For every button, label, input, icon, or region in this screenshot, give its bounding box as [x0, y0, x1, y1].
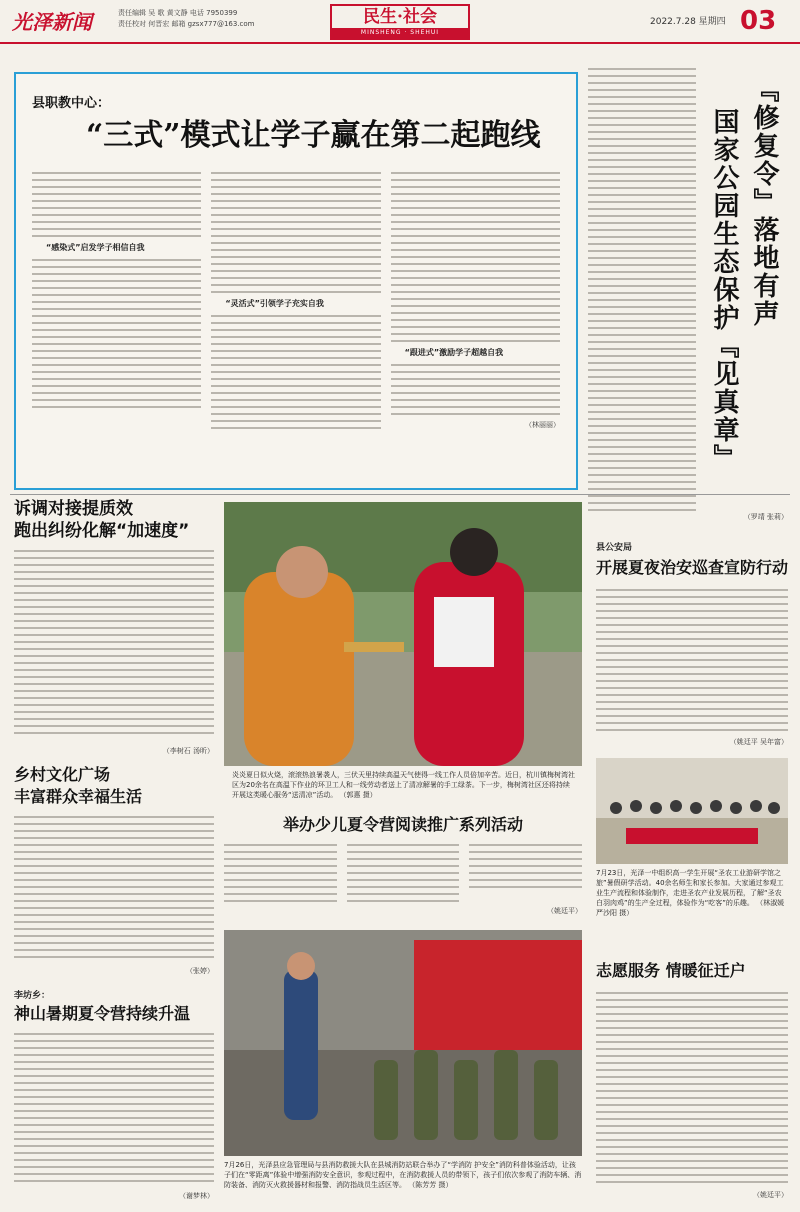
- vertical-article: [588, 50, 788, 528]
- culture-body: [14, 816, 214, 966]
- lead-body: [32, 172, 560, 472]
- photo-heatwave-tea: [224, 502, 582, 766]
- summer-camp-byline: （谢梦林）: [179, 1192, 214, 1200]
- section-pinyin: MINSHENG · SHEHUI: [332, 28, 468, 38]
- police-pretitle: 县公安局: [596, 543, 633, 553]
- mediation-title-2: 跑出纠纷化解“加速度”: [14, 521, 190, 541]
- newspaper-logo: 光泽新闻: [12, 10, 92, 34]
- summer-camp-body: [14, 1033, 214, 1191]
- article-reading-camp: [224, 814, 582, 926]
- section-title: 民生·社会: [363, 7, 437, 27]
- editor-line-2: 责任校对 何晋宏 邮箱 gzsx777@163.com: [118, 20, 255, 28]
- lead-subhead-1: “感染式”启发学子相信自我: [46, 243, 145, 252]
- culture-byline: （张婷）: [186, 967, 214, 975]
- lead-col-1: [32, 172, 201, 472]
- photo-fire-station-credit: （陈芳芳 摄）: [408, 1181, 453, 1189]
- divider: [10, 494, 790, 495]
- photo-study-tour-credit: （林淑媛 严沙阳 摄）: [596, 899, 785, 917]
- masthead: [0, 0, 800, 44]
- article-volunteer: [596, 960, 788, 1206]
- photo-block-2: [224, 930, 582, 1206]
- vertical-byline: （罗靖 张莉）: [743, 513, 788, 521]
- photo-fire-station-caption-text: 7月26日，光泽县应急管理局与县消防救援大队在县城消防站联合举办了“学消防 护安全”消防科普体验活动，让孩子们在“零距离”体验中增强消防安全意识，参观过程中，在消防救援人员的带领下，孩子们依次参观了消防车辆、消防装备、消防灭火救援器材和报警、消防指战员生活区等。: [224, 1161, 582, 1189]
- photo-fire-station: [224, 930, 582, 1156]
- vertical-headline-b: 国家公园生态保护『见真章』: [709, 108, 739, 472]
- photo-study-tour: [596, 758, 788, 864]
- culture-title-2: 丰富群众幸福生活: [14, 787, 143, 806]
- editor-info: [118, 8, 254, 30]
- photo-heatwave-caption: [232, 770, 576, 800]
- culture-title-1: 乡村文化广场: [14, 765, 111, 784]
- article-summer-camp: [14, 988, 214, 1206]
- issue-date: 2022.7.28 星期四: [650, 17, 726, 27]
- reading-camp-title: 举办少儿夏令营阅读推广系列活动: [282, 815, 523, 834]
- lead-subhead-2: “灵活式”引领学子充实自我: [225, 299, 324, 308]
- volunteer-body: [596, 992, 788, 1190]
- photo-study-tour-image: [596, 758, 788, 864]
- article-police: [596, 540, 788, 750]
- reading-camp-body: [224, 844, 582, 906]
- mediation-byline: （李树石 汤昕）: [162, 747, 214, 755]
- volunteer-byline: （姚廷平）: [753, 1191, 788, 1199]
- photo-block-1: [224, 502, 582, 808]
- mediation-body: [14, 550, 214, 746]
- photo-fire-station-image: [224, 930, 582, 1156]
- summer-camp-pretitle: 李坊乡：: [14, 991, 51, 1001]
- photo-block-3: [596, 758, 788, 954]
- police-body: [596, 589, 788, 737]
- photo-heatwave-caption-text: 炎炎夏日似火烧，滚滚热浪暑袭人，三伏天里持续高温天气使得一线工作人员倍加辛苦。近日，杭川镇梅树湾社区为20余名在高温下作业的环卫工人和一线劳动者送上了清凉解暑的手工绿茶。下一步，梅树湾社区还将持续开展这类暖心服务“送清凉”活动。: [232, 771, 575, 799]
- photo-study-tour-caption: [596, 868, 788, 918]
- photo-fire-station-caption: [224, 1160, 582, 1190]
- police-byline: （姚廷平 吴年富）: [729, 738, 788, 746]
- reading-camp-byline: （姚廷平）: [547, 907, 582, 915]
- section-label: [330, 4, 470, 40]
- lead-headline: “三式”模式让学子赢在第二起跑线: [86, 118, 541, 153]
- photo-heatwave-tea-image: [224, 502, 582, 766]
- lead-article: [14, 72, 578, 490]
- vertical-headline-a: 『修复令』落地有声: [749, 76, 779, 328]
- editor-line-1: 责任编辑 吴 歌 黄文静 电话 7950399: [118, 9, 238, 17]
- summer-camp-title: 神山暑期夏令营持续升温: [14, 1004, 191, 1023]
- article-mediation: [14, 498, 214, 756]
- lead-col-2: [211, 172, 380, 472]
- photo-study-tour-caption-text: 7月23日，光泽一中组织高一学生开展“圣农工业游研学馆之旅”暑假研学活动。40余名师生和家长参加。大家通过参观工业生产流程和体验制作，走进圣农产业发展历程，了解“圣农白羽肉鸡”的生产全过程，体验作为“吃客”的乐趣。: [596, 869, 784, 907]
- volunteer-title: 志愿服务 情暖征迁户: [596, 961, 746, 980]
- lead-kicker: 县职教中心：: [32, 96, 111, 111]
- lead-byline: （林丽丽）: [524, 421, 560, 429]
- page-number: 03: [740, 6, 777, 36]
- lead-subhead-3: “跟进式”激励学子超越自我: [404, 348, 504, 357]
- police-title: 开展夏夜治安巡查宣防行动: [596, 558, 789, 577]
- vertical-body: [588, 68, 696, 518]
- article-culture-square: [14, 764, 214, 978]
- photo-heatwave-credit: （郭惠 摄）: [339, 791, 377, 799]
- mediation-title-1: 诉调对接提质效: [14, 499, 133, 519]
- lead-col-3: [391, 172, 560, 472]
